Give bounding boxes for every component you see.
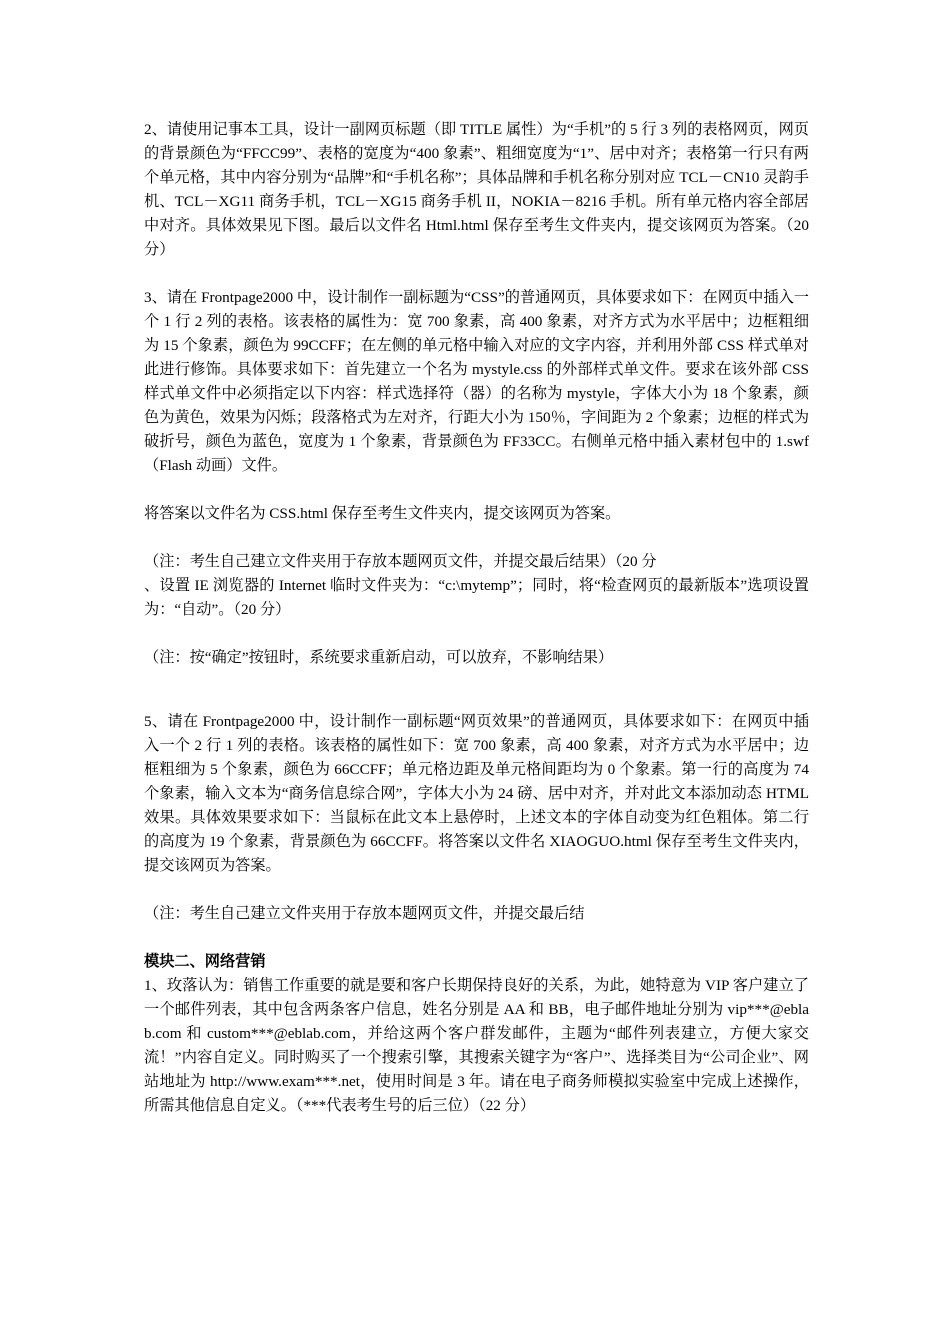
- question-5: 5、请在 Frontpage2000 中，设计制作一副标题“网页效果”的普通网页，具体要求如下：在网页中插入一个 2 行 1 列的表格。该表格的属性如下：宽 700 象素，高 400 象素，对齐方式为水平居中；边框粗细为 5 个象素，颜色为 66CCFF；单元格边距及单元格间距均为 0 个象素。第一行的高度为 74 个象素，输入文本为“商务信息综合网”，字体大小为 24 磅、居中对齐，并对此文本添加动态 HTML 效果。具体效果要求如下：当鼠标在此文本上悬停时，上述文本的字体自动变为红色粗体。第二行的高度为 19 个象素，背景颜色为 66CCFF。将答案以文件名 XIAOGUO.html 保存至考生文件夹内，提交该网页为答案。: [144, 713, 809, 874]
- paragraph-gap: [144, 926, 809, 950]
- paragraph-gap: [144, 262, 809, 286]
- question-4: 、设置 IE 浏览器的 Internet 临时文件夹为：“c:\mytemp”；同时，将“检查网页的最新版本”选项设置为：“自动”。（20 分）: [144, 577, 809, 618]
- module-2-heading: 模块二、网络营销: [144, 953, 266, 970]
- paragraph-gap: [144, 478, 809, 502]
- module-2-question-1: 1、玫落认为：销售工作重要的就是要和客户长期保持良好的关系，为此，她特意为 VIP 客户建立了一个邮件列表，其中包含两条客户信息，姓名分别是 AA 和 BB，电子邮件地址分别为 vip***@eblab.com 和 custom***@eblab.com，并给这两个客户群发邮件，主题为“邮件列表建立，方便大家交流！”内容自定义。同时购买了一个搜索引擎，其搜索关键字为“客户”、选择类目为“公司企业”、网站地址为 http://www.exam***.net，使用时间是 3 年。请在电子商务师模拟实验室中完成上述操作，所需其他信息自定义。（***代表考生号的后三位）（22 分）: [144, 977, 809, 1114]
- paragraph-gap: [144, 878, 809, 902]
- paragraph-gap: [144, 622, 809, 646]
- question-3-note: （注：考生自己建立文件夹用于存放本题网页文件，并提交最后结果）（20 分: [144, 553, 657, 570]
- question-5-note: （注：考生自己建立文件夹用于存放本题网页文件，并提交最后结: [144, 905, 585, 922]
- paragraph-gap: [144, 670, 809, 710]
- question-4-note: （注：按“确定”按钮时，系统要求重新启动，可以放弃，不影响结果）: [144, 649, 614, 666]
- paragraph-gap: [144, 526, 809, 550]
- question-3-save-instruction: 将答案以文件名为 CSS.html 保存至考生文件夹内，提交该网页为答案。: [144, 505, 621, 522]
- question-2: 2、请使用记事本工具，设计一副网页标题（即 TITLE 属性）为“手机”的 5 行 3 列的表格网页，网页的背景颜色为“FFCC99”、表格的宽度为“400 象素”、粗细宽度为“1”、居中对齐；表格第一行只有两个单元格，其中内容分别为“品牌”和“手机名称”；具体品牌和手机名称分别对应 TCL－CN10 灵韵手机、TCL－XG11 商务手机，TCL－XG15 商务手机 II，NOKIA－8216 手机。所有单元格内容全部居中对齐。具体效果见下图。最后以文件名 Html.html 保存至考生文件夹内，提交该网页为答案。（20 分）: [144, 121, 809, 258]
- document-page: [144, 118, 809, 1118]
- question-3: 3、请在 Frontpage2000 中，设计制作一副标题为“CSS”的普通网页，具体要求如下：在网页中插入一个 1 行 2 列的表格。该表格的属性为：宽 700 象素，高 400 象素，对齐方式为水平居中；边框粗细为 15 个象素，颜色为 99CCFF；在左侧的单元格中输入对应的文字内容，并利用外部 CSS 样式单对此进行修饰。具体要求如下：首先建立一个名为 mystyle.css 的外部样式单文件。要求在该外部 CSS 样式单文件中必须指定以下内容：样式选择符（器）的名称为 mystyle，字体大小为 18 个象素，颜色为黄色，效果为闪烁；段落格式为左对齐，行距大小为 150％，字间距为 2 个象素；边框的样式为破折号，颜色为蓝色，宽度为 1 个象素，背景颜色为 FF33CC。右侧单元格中插入素材包中的 1.swf（Flash 动画）文件。: [144, 289, 809, 474]
